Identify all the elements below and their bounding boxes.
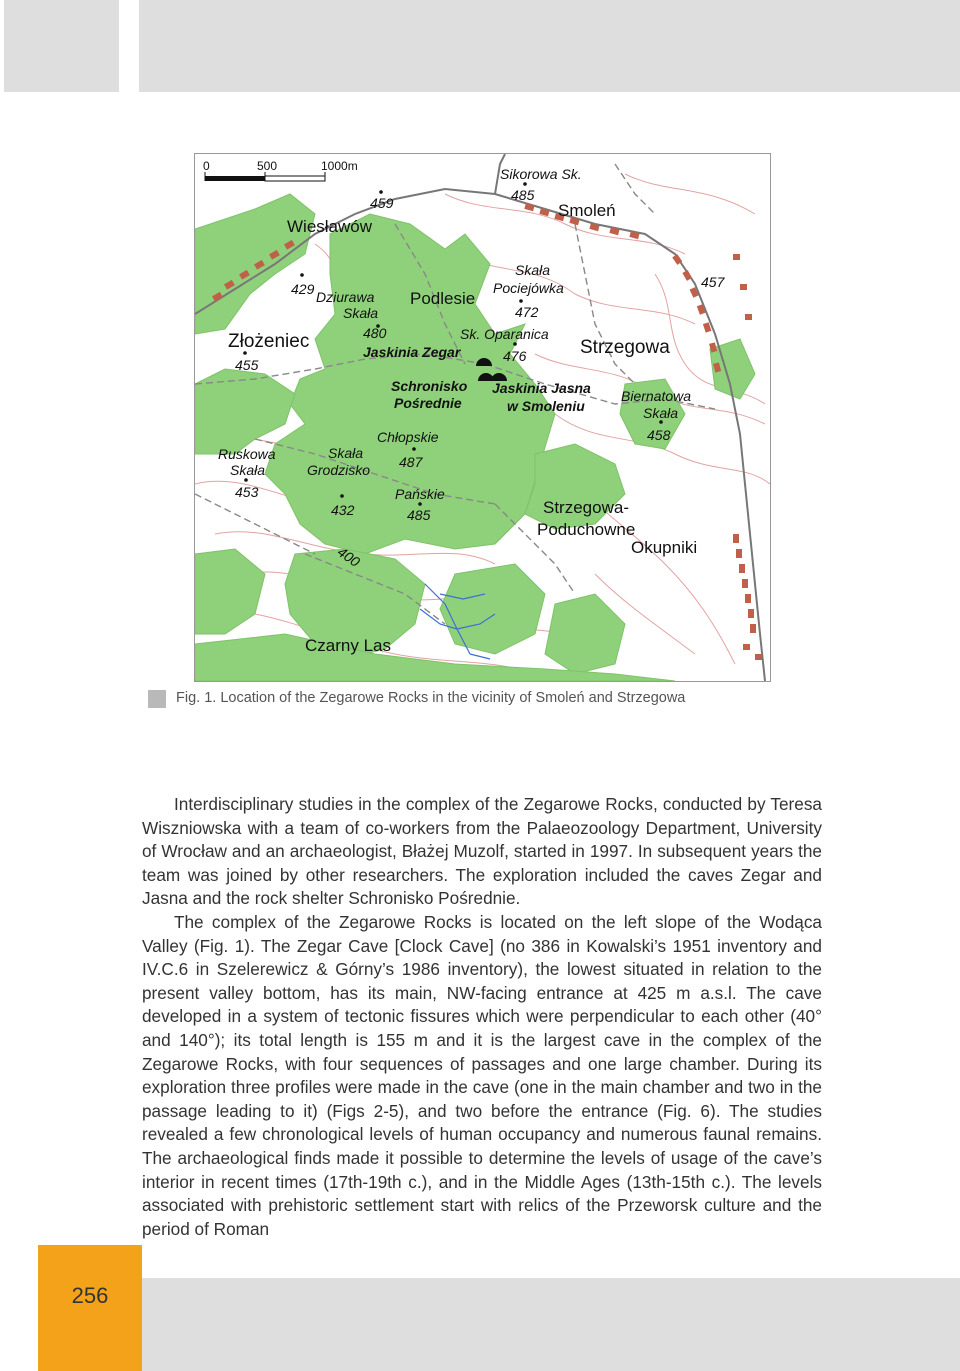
height-429: 429 — [291, 281, 315, 297]
figure-caption — [148, 690, 848, 712]
scale-zero: 0 — [203, 159, 210, 173]
scale-end: 1000m — [321, 159, 358, 173]
height-455: 455 — [235, 357, 259, 373]
rock-sikorowa: Sikorowa Sk. — [500, 166, 582, 182]
paragraph-1: Interdisciplinary studies in the complex of the Zegarowe Rocks, conducted by Teresa Wiszniowska with a team of co-workers from the Palaeozoology Department, University of Wrocław and an archaeologist, Błażej Muzolf, started in 1997. In subsequent years the team was joined by other researchers. The exploration included the caves Zegar and Jasna and the rock shelter Schronisko Pośrednie. — [142, 794, 822, 909]
height-458: 458 — [647, 427, 671, 443]
rock-biernatowa-1: Biernatowa — [621, 388, 692, 404]
rock-panskie: Pańskie — [395, 486, 445, 502]
cave-jasna-1: Jaskinia Jasna — [492, 380, 591, 396]
height-453: 453 — [235, 484, 259, 500]
place-wieslawow: Wiesławów — [287, 217, 373, 236]
bottom-band — [142, 1278, 960, 1371]
height-457: 457 — [701, 274, 725, 290]
place-strzegowa-poduchowne-2: Poduchowne — [537, 520, 636, 539]
rock-chlopskie: Chłopskie — [377, 429, 439, 445]
rock-dziurawa-1: Dziurawa — [316, 289, 375, 305]
top-band-right — [139, 0, 960, 92]
caption-text: Fig. 1. Location of the Zegarowe Rocks in the vicinity of Smoleń and Strzegowa — [176, 690, 686, 706]
rock-grodzisko-1: Skała — [328, 445, 364, 461]
place-strzegowa-poduchowne-1: Strzegowa- — [543, 498, 629, 517]
place-smolen: Smoleń — [558, 201, 616, 220]
rock-pociejowka-2: Pociejówka — [493, 280, 564, 296]
place-podlesie: Podlesie — [410, 289, 476, 308]
rock-ruskowa-2: Skała — [230, 462, 266, 478]
cave-zegar: Jaskinia Zegar — [363, 344, 461, 360]
height-472: 472 — [515, 304, 539, 320]
height-476: 476 — [503, 348, 527, 364]
cave-schronisko-2: Pośrednie — [394, 395, 462, 411]
height-480: 480 — [363, 325, 387, 341]
height-485: 485 — [511, 187, 535, 203]
top-band-left — [4, 0, 119, 92]
location-map — [194, 153, 771, 682]
height-432: 432 — [331, 502, 355, 518]
rock-pociejowka-1: Skała — [515, 262, 551, 278]
page-number: 256 — [71, 1283, 109, 1308]
body-text — [142, 793, 822, 1241]
page-number-box — [38, 1245, 142, 1371]
place-czarny-las: Czarny Las — [305, 636, 391, 655]
height-400-contour: 400 — [334, 543, 363, 570]
place-zlozeniec: Złożeniec — [228, 331, 310, 352]
paragraph-2: The complex of the Zegarowe Rocks is located on the left slope of the Wodąca Valley (Fig. 1). The Zegar Cave [Clock Cave] (no 386 in Kowalski’s 1951 inventory and IV.C.6 in Szelerewicz & Górny’s 1986 inventory), the lowest situated in relation to the present valley bottom, has its main, NW-facing entrance at 425 m a.s.l. The cave developed in a system of tectonic fissures which were perpendicular to each other (40° and 140°); its total length is 155 m and it is the largest cave in the complex of the Zegarowe Rocks, with four sequences of passages and one large chamber. During its exploration three profiles were made in the cave (one in the main chamber and two in the passage leading to it) (Figs 2-5), and two before the entrance (Fig. 6). The studies revealed a few chronological levels of human occupancy and numerous faunal remains. The archaeological finds made it possible to determine the levels of usage of the cave’s interior in recent times (17th-19th c.), and in the Middle Ages (13th-15th c.). The levels associated with prehistoric settlement start with relics of the Przeworsk culture and the period of Roman — [142, 911, 822, 1239]
rock-biernatowa-2: Skała — [643, 405, 679, 421]
height-487: 487 — [399, 454, 423, 470]
cave-schronisko-1: Schronisko — [391, 378, 468, 394]
cave-jasna-2: w Smoleniu — [507, 398, 585, 414]
rock-ruskowa-1: Ruskowa — [218, 446, 276, 462]
height-459: 459 — [370, 195, 394, 211]
rock-grodzisko-2: Grodzisko — [307, 462, 371, 478]
place-strzegowa: Strzegowa — [580, 337, 670, 358]
rock-dziurawa-2: Skała — [343, 305, 379, 321]
scale-mid: 500 — [257, 159, 278, 173]
caption-marker — [148, 690, 166, 708]
rock-oparanica: Sk. Oparanica — [460, 326, 549, 342]
place-okupniki: Okupniki — [631, 538, 698, 557]
height-485-south: 485 — [407, 507, 431, 523]
